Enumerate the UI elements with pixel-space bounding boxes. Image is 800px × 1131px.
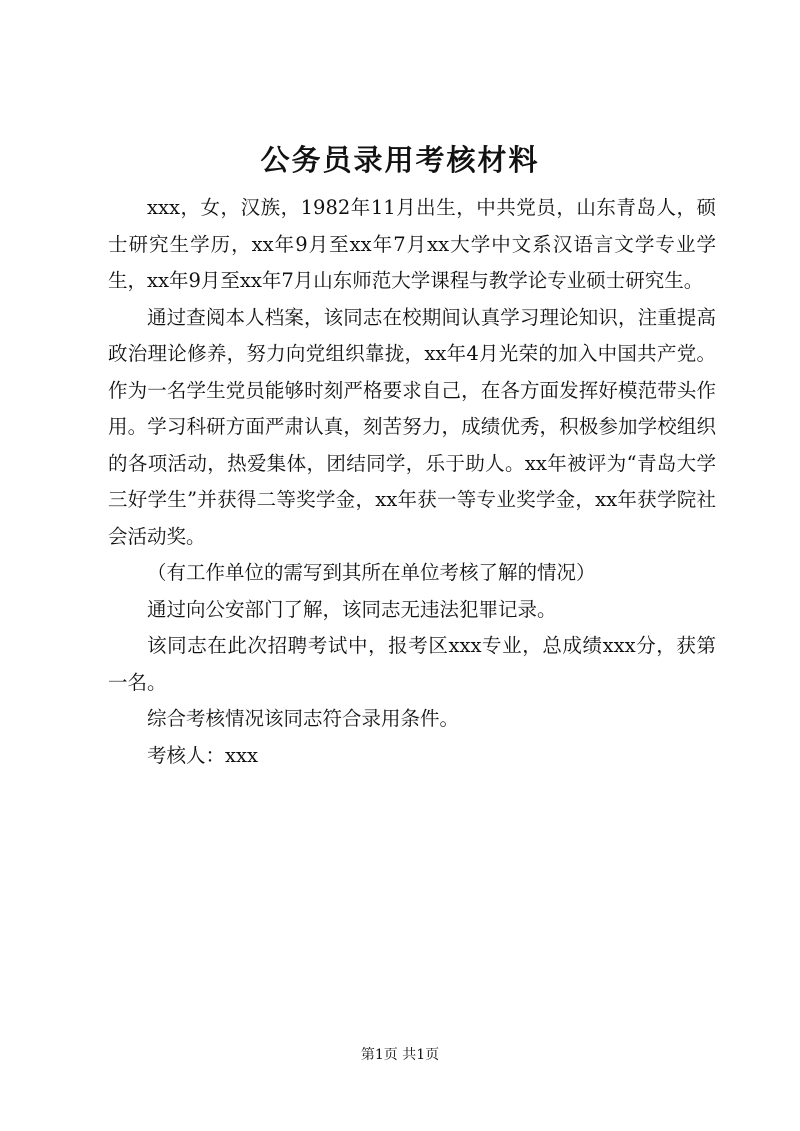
paragraph-police-record: 通过向公安部门了解，该同志无违法犯罪记录。 [147,597,557,621]
document-title: 公务员录用考核材料 [260,143,540,177]
paragraph-work-unit-note: （有工作单位的需写到其所在单位考核了解的情况） [147,561,596,584]
paragraph-personal-info: xxx，女，汉族，1982年11月出生，中共党员，山东青岛人，硕士研究生学历，xx年9月至xx年7月xx大学中文系汉语言文学专业学生，xx年9月至xx年7月山东师范大学课程与教学论专业硕士研究生。 [108,196,716,292]
paragraph-exam-result: 该同志在此次招聘考试中，报考区xxx专业，总成绩xxx分，获第一名。 [108,634,716,694]
paragraph-assessor: 考核人：xxx [147,743,258,767]
paragraph-conclusion: 综合考核情况该同志符合录用条件。 [147,707,460,730]
page-number-footer: 第1页 共1页 [360,1047,440,1063]
document-body [108,190,716,774]
paragraph-study-performance: 通过查阅本人档案，该同志在校期间认真学习理论知识，注重提高政治理论修养，努力向党组织靠拢，xx年4月光荣的加入中国共产党。作为一名学生党员能够时刻严格要求自己，在各方面发挥好模范带头作用。学习科研方面严肃认真，刻苦努力，成绩优秀，积极参加学校组织的各项活动，热爱集体，团结同学，乐于助人。xx年被评为“青岛大学三好学生”并获得二等奖学金，xx年获一等专业奖学金，xx年获学院社会活动奖。 [108,305,716,548]
